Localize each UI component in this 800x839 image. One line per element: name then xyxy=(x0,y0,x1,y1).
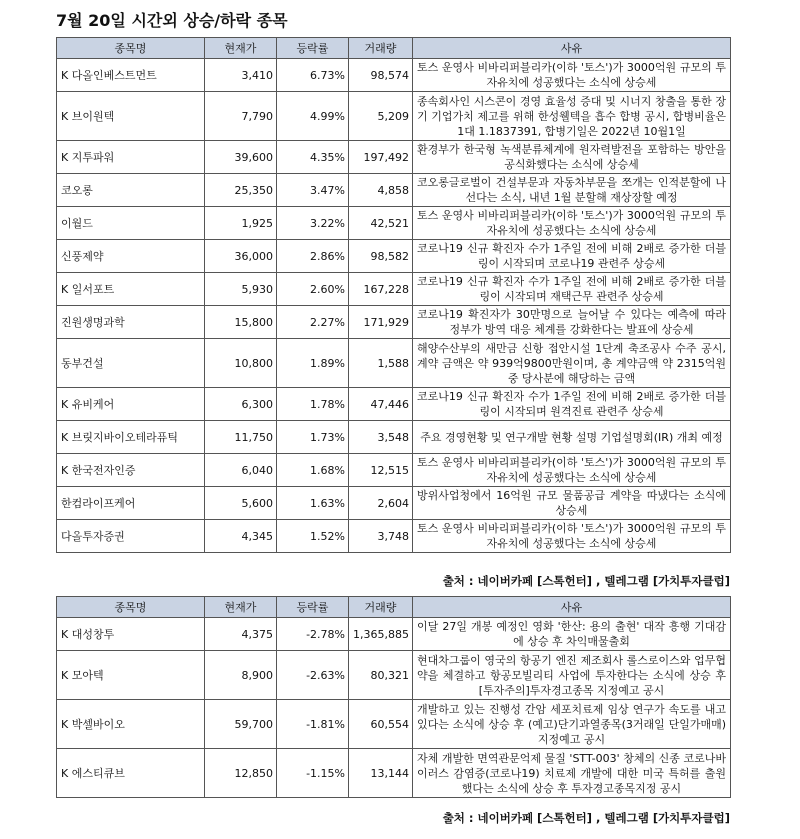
volume-cell: 98,582 xyxy=(349,240,413,273)
table-header-row xyxy=(57,597,731,618)
price-cell: 7,790 xyxy=(205,92,277,141)
reason-cell: 코로나19 신규 확진자 수가 1주일 전에 비해 2배로 증가한 더블링이 시작되며 코로나19 관련주 상승세 xyxy=(413,240,731,273)
reason-cell: 토스 운영사 비바리퍼블리카(이하 '토스')가 3000억원 규모의 투자유치에 성공했다는 소식에 상승세 xyxy=(413,59,731,92)
table-row xyxy=(57,174,731,207)
table-row xyxy=(57,240,731,273)
header-price: 현재가 xyxy=(205,597,277,618)
table-header-row xyxy=(57,38,731,59)
header-name: 종목명 xyxy=(57,38,205,59)
change-cell: -1.81% xyxy=(277,700,349,749)
stock-name-cell: K 에스티큐브 xyxy=(57,749,205,798)
price-cell: 15,800 xyxy=(205,306,277,339)
change-cell: 2.60% xyxy=(277,273,349,306)
header-change: 등락률 xyxy=(277,597,349,618)
change-cell: 4.99% xyxy=(277,92,349,141)
volume-cell: 42,521 xyxy=(349,207,413,240)
stock-name-cell: K 지투파워 xyxy=(57,141,205,174)
reason-cell: 코로나19 신규 확진자 수가 1주일 전에 비해 2배로 증가한 더블링이 시작되며 원격진료 관련주 상승세 xyxy=(413,388,731,421)
volume-cell: 3,748 xyxy=(349,520,413,553)
stock-name-cell: 한컴라이프케어 xyxy=(57,487,205,520)
reason-cell: 현대차그룹이 영국의 항공기 엔진 제조회사 롤스로이스와 업무협약을 체결하고 항공모빌리티 사업에 투자한다는 소식에 상승 후 [투자주의]투자경고종목 지정예고 공시 xyxy=(413,651,731,700)
stock-name-cell: K 박셀바이오 xyxy=(57,700,205,749)
price-cell: 39,600 xyxy=(205,141,277,174)
volume-cell: 13,144 xyxy=(349,749,413,798)
reason-cell: 종속회사인 시스콘이 경영 효율성 증대 및 시너지 창출을 통한 장기 기업가치 제고를 위해 한성웰텍을 흡수 합병 공시, 합병비율은 1대 1.1837391, 합병기일은 2022년 10월1일 xyxy=(413,92,731,141)
price-cell: 8,900 xyxy=(205,651,277,700)
price-cell: 11,750 xyxy=(205,421,277,454)
page-title: 7월 20일 시간외 상승/하락 종목 xyxy=(56,11,288,30)
table-row xyxy=(57,454,731,487)
table-row xyxy=(57,339,731,388)
table-row xyxy=(57,306,731,339)
header-reason: 사유 xyxy=(413,597,731,618)
table-row xyxy=(57,141,731,174)
price-cell: 5,930 xyxy=(205,273,277,306)
change-cell: 1.78% xyxy=(277,388,349,421)
stock-name-cell: 이월드 xyxy=(57,207,205,240)
table-row xyxy=(57,388,731,421)
volume-cell: 1,365,885 xyxy=(349,618,413,651)
change-cell: 4.35% xyxy=(277,141,349,174)
volume-cell: 167,228 xyxy=(349,273,413,306)
volume-cell: 12,515 xyxy=(349,454,413,487)
table-row xyxy=(57,700,731,749)
table-row xyxy=(57,749,731,798)
change-cell: 3.47% xyxy=(277,174,349,207)
price-cell: 36,000 xyxy=(205,240,277,273)
volume-cell: 47,446 xyxy=(349,388,413,421)
change-cell: 6.73% xyxy=(277,59,349,92)
price-cell: 10,800 xyxy=(205,339,277,388)
volume-cell: 2,604 xyxy=(349,487,413,520)
volume-cell: 197,492 xyxy=(349,141,413,174)
stock-name-cell: K 브이원텍 xyxy=(57,92,205,141)
price-cell: 6,300 xyxy=(205,388,277,421)
table-row xyxy=(57,651,731,700)
table-row xyxy=(57,520,731,553)
change-cell: -2.78% xyxy=(277,618,349,651)
stock-name-cell: K 다올인베스트먼트 xyxy=(57,59,205,92)
reason-cell: 방위사업청에서 16억원 규모 물품공급 계약을 따냈다는 소식에 상승세 xyxy=(413,487,731,520)
stock-name-cell: K 모아텍 xyxy=(57,651,205,700)
stock-name-cell: 신풍제약 xyxy=(57,240,205,273)
change-cell: 3.22% xyxy=(277,207,349,240)
header-reason: 사유 xyxy=(413,38,731,59)
reason-cell: 코로나19 신규 확진자 수가 1주일 전에 비해 2배로 증가한 더블링이 시작되며 재택근무 관련주 상승세 xyxy=(413,273,731,306)
change-cell: 1.89% xyxy=(277,339,349,388)
header-price: 현재가 xyxy=(205,38,277,59)
price-cell: 6,040 xyxy=(205,454,277,487)
source-note: 출처 : 네이버카페 [스톡헌터] , 텔레그램 [가치투자클럽] xyxy=(442,574,730,588)
price-cell: 59,700 xyxy=(205,700,277,749)
stock-name-cell: K 유비케어 xyxy=(57,388,205,421)
reason-cell: 토스 운영사 비바리퍼블리카(이하 '토스')가 3000억원 규모의 투자유치에 성공했다는 소식에 상승세 xyxy=(413,520,731,553)
stock-name-cell: 진원생명과학 xyxy=(57,306,205,339)
header-name: 종목명 xyxy=(57,597,205,618)
stock-name-cell: K 일서포트 xyxy=(57,273,205,306)
volume-cell: 171,929 xyxy=(349,306,413,339)
price-cell: 5,600 xyxy=(205,487,277,520)
reason-cell: 이달 27일 개봉 예정인 영화 '한산: 용의 출현' 대작 흥행 기대감에 상승 후 차익매물출회 xyxy=(413,618,731,651)
price-cell: 1,925 xyxy=(205,207,277,240)
stock-name-cell: 다올투자증권 xyxy=(57,520,205,553)
change-cell: 2.27% xyxy=(277,306,349,339)
volume-cell: 98,574 xyxy=(349,59,413,92)
rising-stocks-table xyxy=(56,37,731,553)
volume-cell: 80,321 xyxy=(349,651,413,700)
change-cell: 1.63% xyxy=(277,487,349,520)
stock-name-cell: 동부건설 xyxy=(57,339,205,388)
stock-name-cell: K 브릿지바이오테라퓨틱 xyxy=(57,421,205,454)
reason-cell: 해양수산부의 새만금 신항 접안시설 1단계 축조공사 수주 공시, 계약 금액은 약 939억9800만원이며, 총 계약금액 약 2315억원 중 당사분에 해당하는 금액 xyxy=(413,339,731,388)
change-cell: 2.86% xyxy=(277,240,349,273)
source-note-bottom: 출처 : 네이버카페 [스톡헌터] , 텔레그램 [가치투자클럽] xyxy=(442,811,730,825)
volume-cell: 5,209 xyxy=(349,92,413,141)
volume-cell: 1,588 xyxy=(349,339,413,388)
change-cell: 1.52% xyxy=(277,520,349,553)
price-cell: 4,375 xyxy=(205,618,277,651)
change-cell: -1.15% xyxy=(277,749,349,798)
reason-cell: 토스 운영사 비바리퍼블리카(이하 '토스')가 3000억원 규모의 투자유치에 성공했다는 소식에 상승세 xyxy=(413,207,731,240)
falling-stocks-table xyxy=(56,596,731,798)
table-row xyxy=(57,92,731,141)
change-cell: 1.68% xyxy=(277,454,349,487)
table-row xyxy=(57,207,731,240)
reason-cell: 주요 경영현황 및 연구개발 현황 설명 기업설명회(IR) 개최 예정 xyxy=(413,421,731,454)
change-cell: 1.73% xyxy=(277,421,349,454)
reason-cell: 토스 운영사 비바리퍼블리카(이하 '토스')가 3000억원 규모의 투자유치에 성공했다는 소식에 상승세 xyxy=(413,454,731,487)
reason-cell: 자체 개발한 면역관문억제 물질 'STT-003' 창체의 신종 코로나바이러스 감염증(코로나19) 치료제 개발에 대한 미국 특허를 출원했다는 소식에 상승 후 투자경고종목지정 공시 xyxy=(413,749,731,798)
table-row xyxy=(57,421,731,454)
header-volume: 거래량 xyxy=(349,597,413,618)
table-row xyxy=(57,59,731,92)
header-volume: 거래량 xyxy=(349,38,413,59)
price-cell: 3,410 xyxy=(205,59,277,92)
reason-cell: 코오롱글로벌이 건설부문과 자동차부문을 쪼개는 인적분할에 나선다는 소식, 내년 1월 분할해 재상장할 예정 xyxy=(413,174,731,207)
stock-name-cell: 코오롱 xyxy=(57,174,205,207)
header-change: 등락률 xyxy=(277,38,349,59)
volume-cell: 4,858 xyxy=(349,174,413,207)
volume-cell: 3,548 xyxy=(349,421,413,454)
reason-cell: 개발하고 있는 진행성 간암 세포치료제 임상 연구가 속도를 내고 있다는 소식에 상승 후 (예고)단기과열종목(3거래일 단일가매매) 지정예고 공시 xyxy=(413,700,731,749)
stock-name-cell: K 한국전자인증 xyxy=(57,454,205,487)
price-cell: 4,345 xyxy=(205,520,277,553)
reason-cell: 환경부가 한국형 녹색분류체계에 원자력발전을 포함하는 방안을 공식화했다는 소식에 상승세 xyxy=(413,141,731,174)
reason-cell: 코로나19 확진자가 30만명으로 늘어날 수 있다는 예측에 따라 정부가 방역 대응 체계를 강화한다는 발표에 상승세 xyxy=(413,306,731,339)
table-row xyxy=(57,273,731,306)
table-row xyxy=(57,618,731,651)
price-cell: 12,850 xyxy=(205,749,277,798)
change-cell: -2.63% xyxy=(277,651,349,700)
stock-name-cell: K 대성창투 xyxy=(57,618,205,651)
price-cell: 25,350 xyxy=(205,174,277,207)
volume-cell: 60,554 xyxy=(349,700,413,749)
table-row xyxy=(57,487,731,520)
